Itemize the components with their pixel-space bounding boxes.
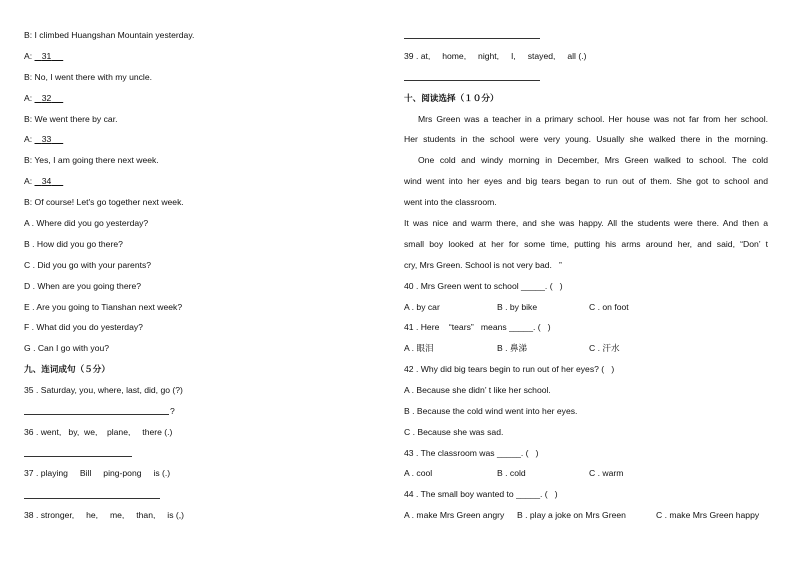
question-37: 37 . playing Bill ping-pong is (.) (24, 468, 171, 478)
question-41: 41 . Here “tears” means _____. ( ) (404, 322, 551, 332)
question-39: 39 . at, home, night, I, stayed, all (.) (404, 51, 587, 61)
choice-c: C . Did you go with your parents? (24, 260, 152, 270)
answer-blank: 32 (41, 93, 52, 103)
q40-option-b: B . by bike (497, 302, 538, 312)
dialogue-blank-31 (24, 50, 63, 62)
speaker-label: A: (24, 134, 33, 144)
choice-a: A . Where did you go yesterday? (24, 218, 149, 228)
passage-line-1: Mrs Green was a teacher in a primary school. Her house was not far from her school. (418, 114, 768, 124)
q42-option-a: A . Because she didn’ t like her school. (404, 385, 551, 395)
q43-option-a: A . cool (404, 468, 433, 478)
q40-option-c: C . on foot (589, 302, 629, 312)
dialogue-blank-34 (24, 175, 63, 187)
dialogue-line-5 (24, 196, 184, 208)
answer-line-36 (24, 456, 132, 457)
answer-line-38 (404, 38, 540, 39)
dialogue-line-2 (24, 71, 152, 83)
q44-option-a: A . make Mrs Green angry (404, 510, 505, 520)
dialogue-text: We went there by car. (34, 114, 118, 124)
passage-line-7: small boy looked at her for some time, putting his arms around her, and said, “Don’ t (404, 239, 768, 249)
dialogue-text: Yes, I am going there next week. (34, 155, 159, 165)
speaker-label: B: (24, 114, 33, 124)
answer-blank: 33 (41, 134, 52, 144)
question-38: 38 . stronger, he, me, than, is (,) (24, 510, 185, 520)
passage-line-2: Her students in the school were very young. Usually she walked there in the morning. (404, 134, 768, 144)
question-42: 42 . Why did big tears begin to run out of her eyes? ( ) (404, 364, 615, 374)
passage-line-3: One cold and windy morning in December, Mrs Green walked to school. The cold (418, 155, 768, 165)
q43-option-b: B . cold (497, 468, 526, 478)
dialogue-line-1 (24, 29, 194, 41)
dialogue-blank-33 (24, 133, 63, 145)
choice-e: E . Are you going to Tianshan next week? (24, 302, 183, 312)
question-36: 36 . went, by, we, plane, there (.) (24, 427, 173, 437)
dialogue-blank-32 (24, 92, 63, 104)
choice-d: D . When are you going there? (24, 281, 142, 291)
q44-option-c: C . make Mrs Green happy (656, 510, 760, 520)
speaker-label: B: (24, 197, 33, 207)
answer-line-37 (24, 498, 160, 499)
answer-blank: 34 (41, 176, 52, 186)
question-44: 44 . The small boy wanted to _____. ( ) (404, 489, 558, 499)
q41-option-a: A . 眼泪 (404, 343, 434, 353)
section-10-title: 十、阅读选择（１０分） (404, 93, 499, 103)
speaker-label: B: (24, 72, 33, 82)
answer-line-35 (24, 414, 169, 415)
choice-g: G . Can I go with you? (24, 343, 110, 353)
passage-line-4: wind went into her eyes and big tears began to run out of them. She got to school and (404, 176, 768, 186)
dialogue-text: Of course! Let's go together next week. (34, 197, 184, 207)
speaker-label: A: (24, 51, 33, 61)
answer-line-35-mark: ? (170, 406, 175, 416)
speaker-label: B: (24, 155, 33, 165)
dialogue-text: I climbed Huangshan Mountain yesterday. (34, 30, 195, 40)
dialogue-line-4 (24, 154, 159, 166)
q44-option-b: B . play a joke on Mrs Green (517, 510, 626, 520)
q43-option-c: C . warm (589, 468, 624, 478)
passage-line-5: went into the classroom. (404, 197, 497, 207)
speaker-label: A: (24, 93, 33, 103)
question-35: 35 . Saturday, you, where, last, did, go (?) (24, 385, 183, 395)
q40-option-a: A . by car (404, 302, 440, 312)
section-9-title: 九、连词成句（５分） (24, 364, 110, 374)
speaker-label: B: (24, 30, 33, 40)
answer-blank: 31 (41, 51, 52, 61)
passage-line-6: It was nice and warm there, and she was happy. All the students were there. And then a (404, 218, 768, 228)
q42-option-c: C . Because she was sad. (404, 427, 504, 437)
dialogue-line-3 (24, 113, 117, 125)
choice-b: B . How did you go there? (24, 239, 123, 249)
choice-f: F . What did you do yesterday? (24, 322, 143, 332)
answer-line-39 (404, 80, 540, 81)
dialogue-text: No, I went there with my uncle. (34, 72, 153, 82)
question-43: 43 . The classroom was _____. ( ) (404, 448, 539, 458)
q41-option-b: B . 鼻涕 (497, 343, 528, 353)
speaker-label: A: (24, 176, 33, 186)
passage-line-8: cry, Mrs Green. School is not very bad. ” (404, 260, 562, 270)
q42-option-b: B . Because the cold wind went into her eyes. (404, 406, 578, 416)
q41-option-c: C . 汗水 (589, 343, 620, 353)
question-40: 40 . Mrs Green went to school _____. ( ) (404, 281, 563, 291)
